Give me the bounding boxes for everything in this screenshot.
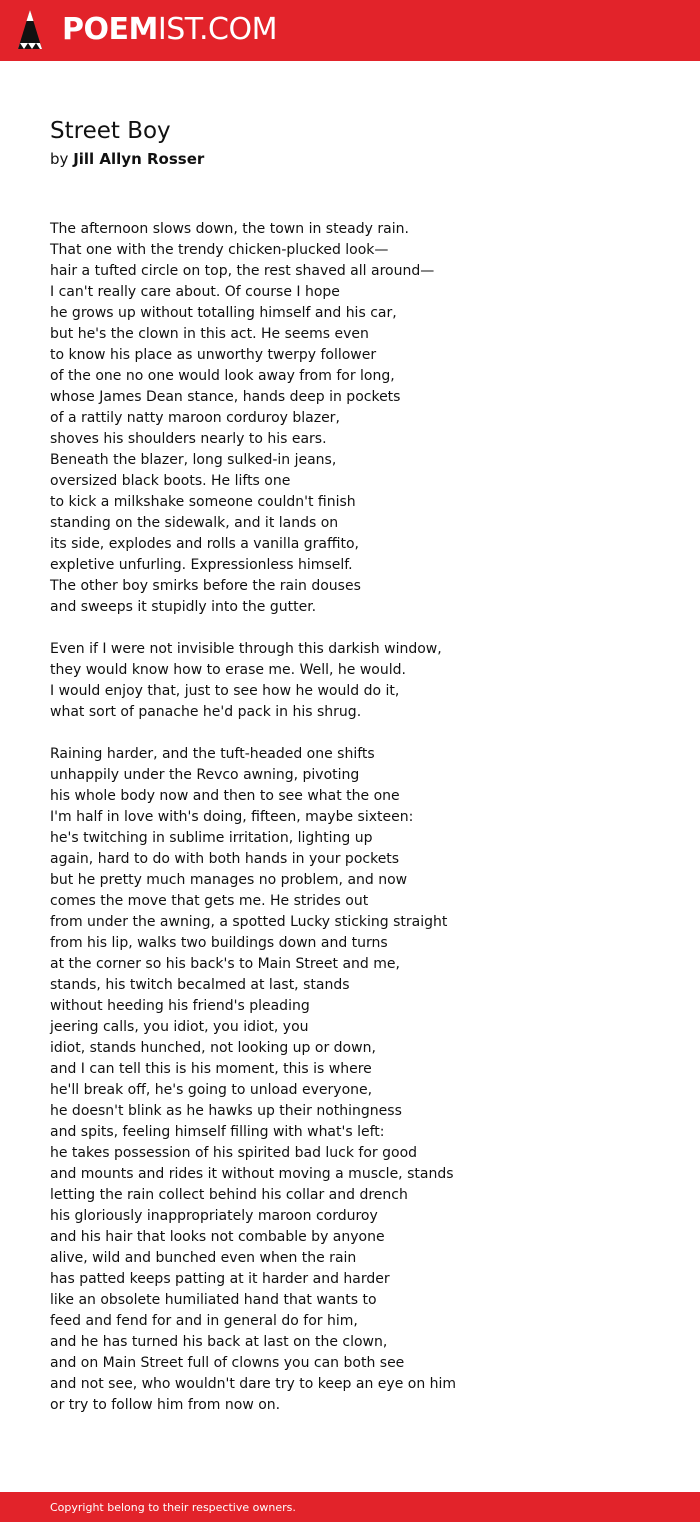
poem-line: has patted keeps patting at it harder and harder	[50, 1271, 390, 1287]
poem-line: he's twitching in sublime irritation, lighting up	[50, 830, 373, 846]
author-name[interactable]: Jill Allyn Rosser	[73, 150, 205, 168]
poem-line: again, hard to do with both hands in your pockets	[50, 851, 400, 867]
poem-line: I can't really care about. Of course I hope	[50, 284, 340, 300]
site-logo[interactable]	[62, 11, 277, 49]
site-header	[0, 0, 700, 61]
poem-line: of the one no one would look away from for long,	[50, 368, 395, 384]
poem-line: alive, wild and bunched even when the rain	[50, 1250, 357, 1266]
poem-line: That one with the trendy chicken-plucked look—	[50, 242, 389, 258]
poem-line: he'll break off, he's going to unload everyone,	[50, 1082, 373, 1098]
poem-line: shoves his shoulders nearly to his ears.	[50, 431, 327, 447]
copyright-text: Copyright belong to their respective owners.	[50, 1501, 296, 1514]
poem-line: feed and fend for and in general do for him,	[50, 1313, 358, 1329]
poem-line: he grows up without totalling himself and his car,	[50, 305, 397, 321]
poem-line: without heeding his friend's pleading	[50, 998, 310, 1014]
logo-bold-text: POEM	[62, 12, 158, 47]
poem-line: letting the rain collect behind his collar and drench	[50, 1187, 408, 1203]
poem-line: I would enjoy that, just to see how he would do it,	[50, 683, 400, 699]
poem-line: his whole body now and then to see what the one	[50, 788, 400, 804]
poem-line: and not see, who wouldn't dare try to keep an eye on him	[50, 1376, 457, 1392]
pencil-icon[interactable]	[17, 9, 43, 51]
poem-line: and his hair that looks not combable by anyone	[50, 1229, 385, 1245]
poem-line: of a rattily natty maroon corduroy blazer,	[50, 410, 340, 426]
poem-line: and on Main Street full of clowns you can both see	[50, 1355, 405, 1371]
poem-line: hair a tufted circle on top, the rest shaved all around—	[50, 263, 435, 279]
poem-title: Street Boy	[50, 118, 171, 144]
poem-line: stands, his twitch becalmed at last, stands	[50, 977, 350, 993]
poem-line: and mounts and rides it without moving a muscle, stands	[50, 1166, 454, 1182]
poem-line: from his lip, walks two buildings down and turns	[50, 935, 388, 951]
poem-byline	[50, 149, 204, 169]
poem-body	[50, 219, 670, 1437]
poem-line: comes the move that gets me. He strides out	[50, 893, 369, 909]
poem-line: I'm half in love with's doing, fifteen, maybe sixteen:	[50, 809, 414, 825]
poem-line: expletive unfurling. Expressionless himself.	[50, 557, 353, 573]
logo-light-text: IST.COM	[157, 12, 277, 47]
poem-line: The afternoon slows down, the town in steady rain.	[50, 221, 409, 237]
poem-line: like an obsolete humiliated hand that wants to	[50, 1292, 377, 1308]
poem-line: whose James Dean stance, hands deep in pockets	[50, 389, 401, 405]
poem-line: oversized black boots. He lifts one	[50, 473, 291, 489]
poem-stanza	[50, 219, 670, 618]
poem-line: but he pretty much manages no problem, and now	[50, 872, 408, 888]
poem-line: jeering calls, you idiot, you idiot, you	[50, 1019, 309, 1035]
poem-stanza	[50, 639, 670, 723]
poem-line: Raining harder, and the tuft-headed one shifts	[50, 746, 375, 762]
poem-line: his gloriously inappropriately maroon corduroy	[50, 1208, 378, 1224]
poem-stanza	[50, 744, 670, 1416]
poem-line: but he's the clown in this act. He seems even	[50, 326, 369, 342]
poem-line: he doesn't blink as he hawks up their nothingness	[50, 1103, 402, 1119]
poem-line: its side, explodes and rolls a vanilla graffito,	[50, 536, 359, 552]
poem-line: they would know how to erase me. Well, he would.	[50, 662, 406, 678]
poem-line: and he has turned his back at last on the clown,	[50, 1334, 388, 1350]
poem-line: unhappily under the Revco awning, pivoting	[50, 767, 360, 783]
poem-line: Even if I were not invisible through this darkish window,	[50, 641, 442, 657]
poem-line: idiot, stands hunched, not looking up or down,	[50, 1040, 376, 1056]
poem-line: standing on the sidewalk, and it lands on	[50, 515, 339, 531]
poem-line: and I can tell this is his moment, this is where	[50, 1061, 372, 1077]
by-label: by	[50, 150, 69, 168]
poem-line: and spits, feeling himself filling with what's left:	[50, 1124, 385, 1140]
poem-line: or try to follow him from now on.	[50, 1397, 281, 1413]
poem-line: at the corner so his back's to Main Street and me,	[50, 956, 400, 972]
poem-line: and sweeps it stupidly into the gutter.	[50, 599, 317, 615]
poem-line: to kick a milkshake someone couldn't finish	[50, 494, 356, 510]
poem-line: The other boy smirks before the rain douses	[50, 578, 361, 594]
site-footer	[0, 1492, 700, 1522]
poem-line: Beneath the blazer, long sulked-in jeans,	[50, 452, 337, 468]
poem-line: he takes possession of his spirited bad luck for good	[50, 1145, 418, 1161]
poem-line: what sort of panache he'd pack in his shrug.	[50, 704, 362, 720]
poem-line: to know his place as unworthy twerpy follower	[50, 347, 377, 363]
poem-line: from under the awning, a spotted Lucky sticking straight	[50, 914, 448, 930]
